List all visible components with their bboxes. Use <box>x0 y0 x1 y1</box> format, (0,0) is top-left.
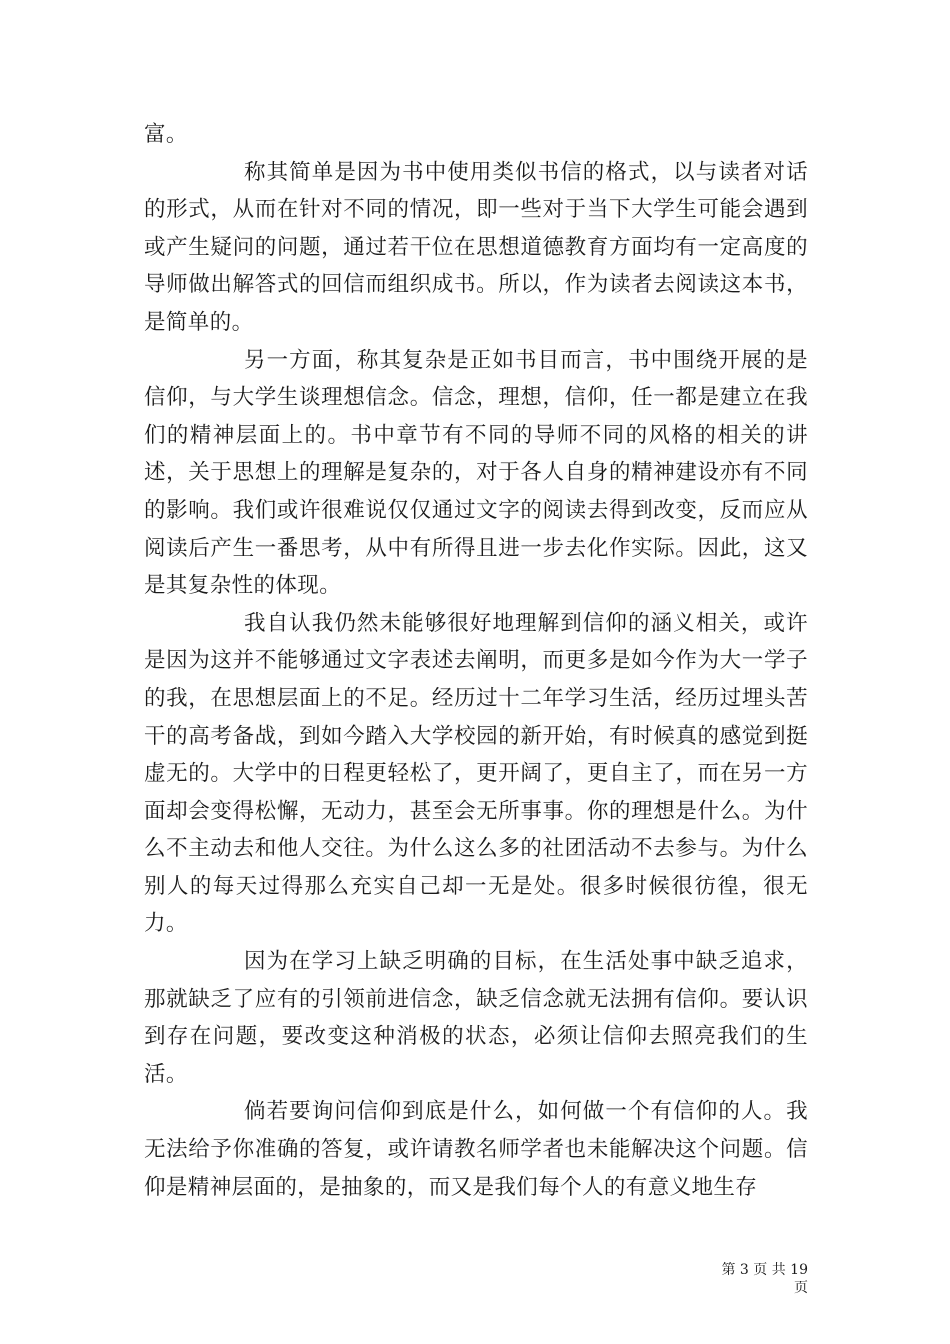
paragraph: 富。 <box>144 122 188 147</box>
paragraph: 称其简单是因为书中使用类似书信的格式，以与读者对话的形式，从而在针对不同的情况，即一些对于当下大学生可能会遇到或产生疑问的问题，通过若干位在思想道德教育方面均有一定高度的导师做出解答式的回信而组织成书。所以，作为读者去阅读这本书，是简单的。 <box>144 159 808 335</box>
page-number: 第 3 页 共 19 页 <box>721 1262 808 1296</box>
paragraph: 另一方面，称其复杂是正如书目而言，书中围绕开展的是信仰，与大学生谈理想信念。信念，理想，信仰，任一都是建立在我们的精神层面上的。书中章节有不同的导师不同的风格的相关的讲述，关于思想上的理解是复杂的，对于各人自身的精神建设亦有不同的影响。我们或许很难说仅仅通过文字的阅读去得到改变，反而应从阅读后产生一番思考，从中有所得且进一步去化作实际。因此，这又是其复杂性的体现。 <box>144 347 808 599</box>
paragraph: 我自认我仍然未能够很好地理解到信仰的涵义相关，或许是因为这并不能够通过文字表述去阐明，而更多是如今作为大一学子的我，在思想层面上的不足。经历过十二年学习生活，经历过埋头苦干的高考备战，到如今踏入大学校园的新开始，有时候真的感觉到挺虚无的。大学中的日程更轻松了，更开阔了，更自主了，而在另一方面却会变得松懈，无动力，甚至会无所事事。你的理想是什么。为什么不主动去和他人交往。为什么这么多的社团活动不去参与。为什么别人的每天过得那么充实自己却一无是处。很多时候很彷徨，很无力。 <box>144 610 808 937</box>
document-body <box>144 116 808 1206</box>
paragraph: 倘若要询问信仰到底是什么，如何做一个有信仰的人。我无法给予你准确的答复，或许请教名师学者也未能解决这个问题。信仰是精神层面的，是抽象的，而又是我们每个人的有意义地生存 <box>144 1099 808 1200</box>
paragraph: 因为在学习上缺乏明确的目标，在生活处事中缺乏追求，那就缺乏了应有的引领前进信念，缺乏信念就无法拥有信仰。要认识到存在问题，要改变这种消极的状态，必须让信仰去照亮我们的生活。 <box>144 949 808 1087</box>
